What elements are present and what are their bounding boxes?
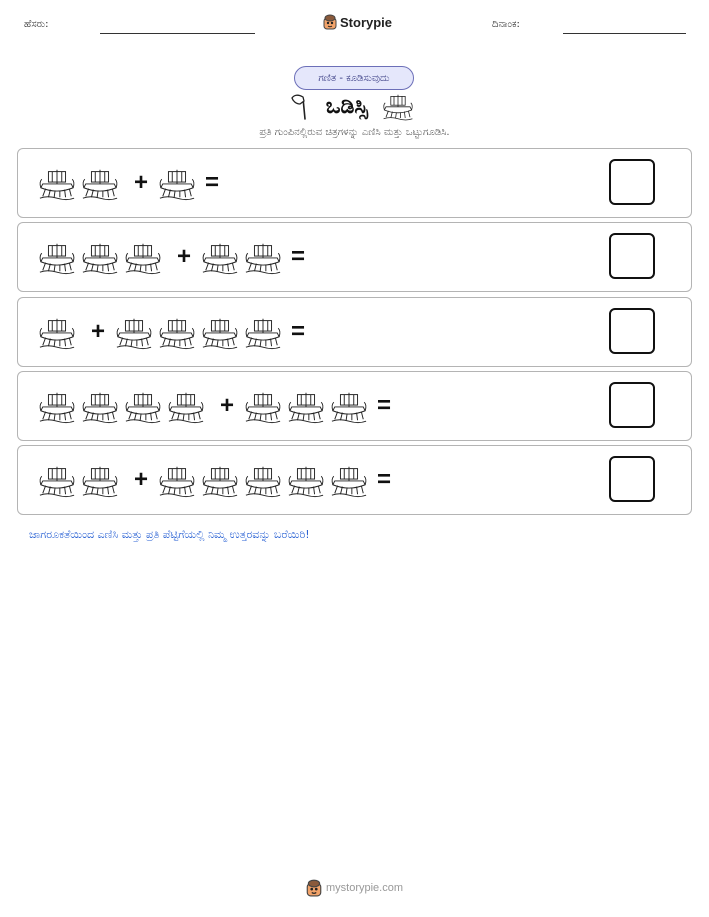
left-group: [38, 165, 124, 201]
ship-icon: [81, 239, 119, 275]
storypie-logo: [323, 14, 392, 30]
problem-row: [17, 371, 692, 441]
ship-icon: [158, 314, 196, 350]
equals-sign: =: [205, 169, 220, 196]
footer-brand: [0, 879, 709, 897]
equals-sign: =: [377, 466, 392, 494]
ship-icon: [124, 388, 162, 424]
ship-icon: [81, 388, 119, 424]
left-group: [38, 462, 124, 498]
name-line[interactable]: [100, 33, 255, 34]
ship-icon: [124, 239, 162, 275]
website-url[interactable]: mystorypie.com: [325, 882, 404, 894]
ship-icon: [38, 462, 76, 498]
left-group: [38, 239, 167, 275]
ship-icon: [81, 462, 119, 498]
ship-icon: [38, 239, 76, 275]
answer-box[interactable]: [609, 233, 655, 279]
footer-note: ಜಾಗರೂಕತೆಯಿಂದ ಎಣಿಸಿ ಮತ್ತು ಪ್ರತಿ ಪೆಟ್ಟಿಗೆಯಲ್ಲಿ ನಿಮ್ಮ ಉತ್ತರವನ್ನು ಬರೆಯಿರಿ!: [29, 528, 310, 541]
storypie-mascot-icon: [306, 879, 322, 897]
equals-sign: =: [377, 391, 392, 419]
ship-icon: [81, 165, 119, 201]
ship-icon: [244, 388, 282, 424]
ship-icon: [115, 314, 153, 350]
answer-box[interactable]: [609, 456, 655, 502]
equation: [38, 446, 401, 514]
problem-row: [17, 222, 692, 292]
answer-box[interactable]: [609, 159, 655, 205]
equals-sign: =: [291, 317, 306, 345]
right-group: [201, 239, 287, 275]
equation: [38, 149, 229, 217]
ship-icon: [244, 239, 282, 275]
equation: [38, 298, 315, 366]
right-group: [244, 388, 373, 424]
storypie-mascot-icon: [323, 14, 337, 30]
ship-icon: [201, 462, 239, 498]
problem-row: [17, 297, 692, 367]
instructions: ಪ್ರತಿ ಗುಂಪಿನಲ್ಲಿರುವ ಚಿತ್ರಗಳನ್ನು ಎಣಿಸಿ ಮತ್ತು ಒಟ್ಟುಗೂಡಿಸಿ.: [259, 127, 450, 138]
plus-sign: +: [177, 243, 192, 271]
equals-sign: =: [291, 243, 306, 271]
plus-sign: +: [134, 169, 149, 196]
answer-box[interactable]: [609, 382, 655, 428]
right-group: [158, 462, 373, 498]
ship-icon: [38, 314, 76, 350]
equation: [38, 372, 401, 440]
topic-badge: ಗಣಿತ - ಕೂಡಿಸುವುದು: [294, 66, 414, 90]
brand-name: Storypie: [340, 14, 393, 30]
ship-icon: [330, 462, 368, 498]
problem-row: [17, 445, 692, 515]
ship-icon: [158, 165, 196, 201]
ship-icon: [201, 314, 239, 350]
worksheet-title: ಒಡಿಸ್ಸಿ: [325, 93, 369, 119]
right-group: [115, 314, 287, 350]
left-group: [38, 314, 81, 350]
ship-icon: [244, 314, 282, 350]
ship-icon: [287, 388, 325, 424]
left-group: [38, 388, 210, 424]
date-label: ದಿನಾಂಕ:: [492, 19, 520, 30]
problem-row: [17, 148, 692, 218]
answer-box[interactable]: [609, 308, 655, 354]
axe-icon: [290, 92, 312, 120]
title-row: [0, 91, 709, 121]
name-label: ಹೆಸರು:: [24, 19, 49, 30]
date-line[interactable]: [563, 33, 686, 34]
ship-icon: [244, 462, 282, 498]
equation: [38, 223, 315, 291]
right-group: [158, 165, 201, 201]
ship-icon: [382, 91, 414, 121]
ship-icon: [38, 165, 76, 201]
plus-sign: +: [91, 317, 106, 345]
ship-icon: [38, 388, 76, 424]
ship-icon: [287, 462, 325, 498]
plus-sign: +: [134, 466, 149, 494]
plus-sign: +: [220, 391, 235, 419]
ship-icon: [330, 388, 368, 424]
ship-icon: [201, 239, 239, 275]
ship-icon: [167, 388, 205, 424]
ship-icon: [158, 462, 196, 498]
